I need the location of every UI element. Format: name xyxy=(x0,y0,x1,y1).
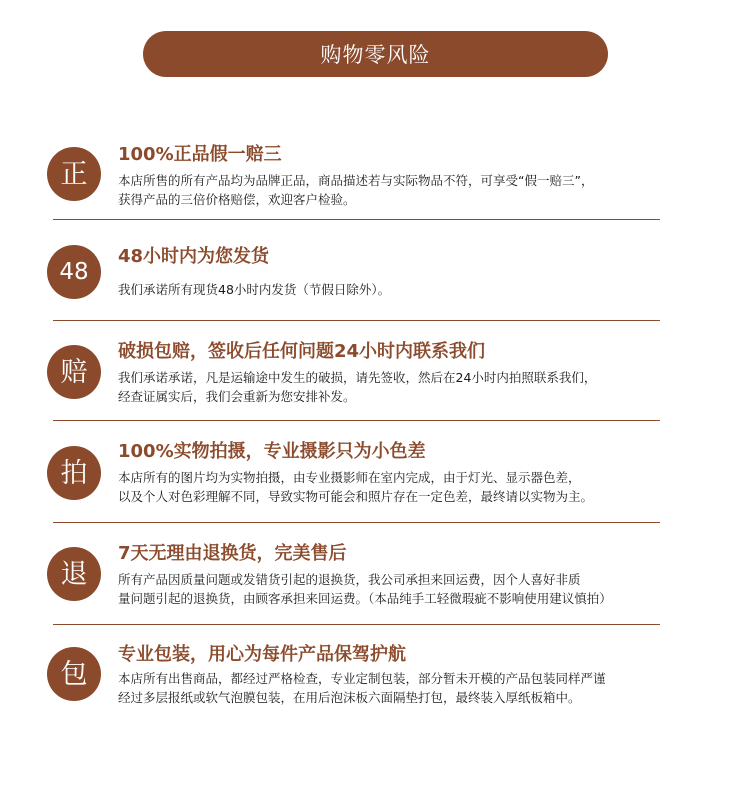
item-description: 本店所有出售商品，都经过严格检查，专业定制包装，部分暂未开模的产品包装同样严谨 经过多层报纸或软气泡膜包装，在用后泡沫板六面隔垫打包，最终装入厚纸板箱中。 xyxy=(118,671,606,705)
item-description: 我们承诺所有现货48小时内发货（节假日除外）。 xyxy=(118,282,391,297)
item-title: 100%实物拍摄，专业摄影只为小色差 xyxy=(118,441,426,462)
packaging-badge-icon: 包 xyxy=(47,647,101,701)
item-description: 所有产品因质量问题或发错货引起的退换货，我公司承担来回运费，因个人喜好非质 量问题引起的退换货，由顾客承担来回运费。（本品纯手工轻微瑕疵不影响使用建议慎拍） xyxy=(118,572,612,606)
item-title: 7天无理由退换货，完美售后 xyxy=(118,543,347,564)
damage-badge-icon: 赔 xyxy=(47,345,101,399)
item-title: 48小时内为您发货 xyxy=(118,246,270,267)
item-divider xyxy=(53,420,660,421)
genuine-badge-icon: 正 xyxy=(47,147,101,201)
item-description: 本店所售的所有产品均为品牌正品，商品描述若与实际物品不符，可享受“假一赔三”， 获得产品的三倍价格赔偿，欢迎客户检验。 xyxy=(118,173,594,207)
shipping-badge-icon: 48 xyxy=(47,245,101,299)
item-divider xyxy=(53,320,660,321)
item-description: 我们承诺承诺，凡是运输途中发生的破损，请先签收，然后在24小时内拍照联系我们， 经查证属实后，我们会重新为您安排补发。 xyxy=(118,370,597,404)
item-title: 破损包赔，签收后任何问题24小时内联系我们 xyxy=(118,341,486,362)
return-badge-icon: 退 xyxy=(47,547,101,601)
photo-badge-icon: 拍 xyxy=(47,446,101,500)
item-divider xyxy=(53,219,660,220)
banner-title: 购物零风险 xyxy=(320,43,431,67)
item-title: 专业包装，用心为每件产品保驾护航 xyxy=(118,644,406,665)
item-divider xyxy=(53,624,660,625)
section-banner xyxy=(143,31,608,77)
item-divider xyxy=(53,522,660,523)
item-description: 本店所有的图片均为实物拍摄，由专业摄影师在室内完成，由于灯光、显示器色差， 以及个人对色彩理解不同，导致实物可能会和照片存在一定色差，最终请以实物为主。 xyxy=(118,470,594,504)
item-title: 100%正品假一赔三 xyxy=(118,144,282,165)
